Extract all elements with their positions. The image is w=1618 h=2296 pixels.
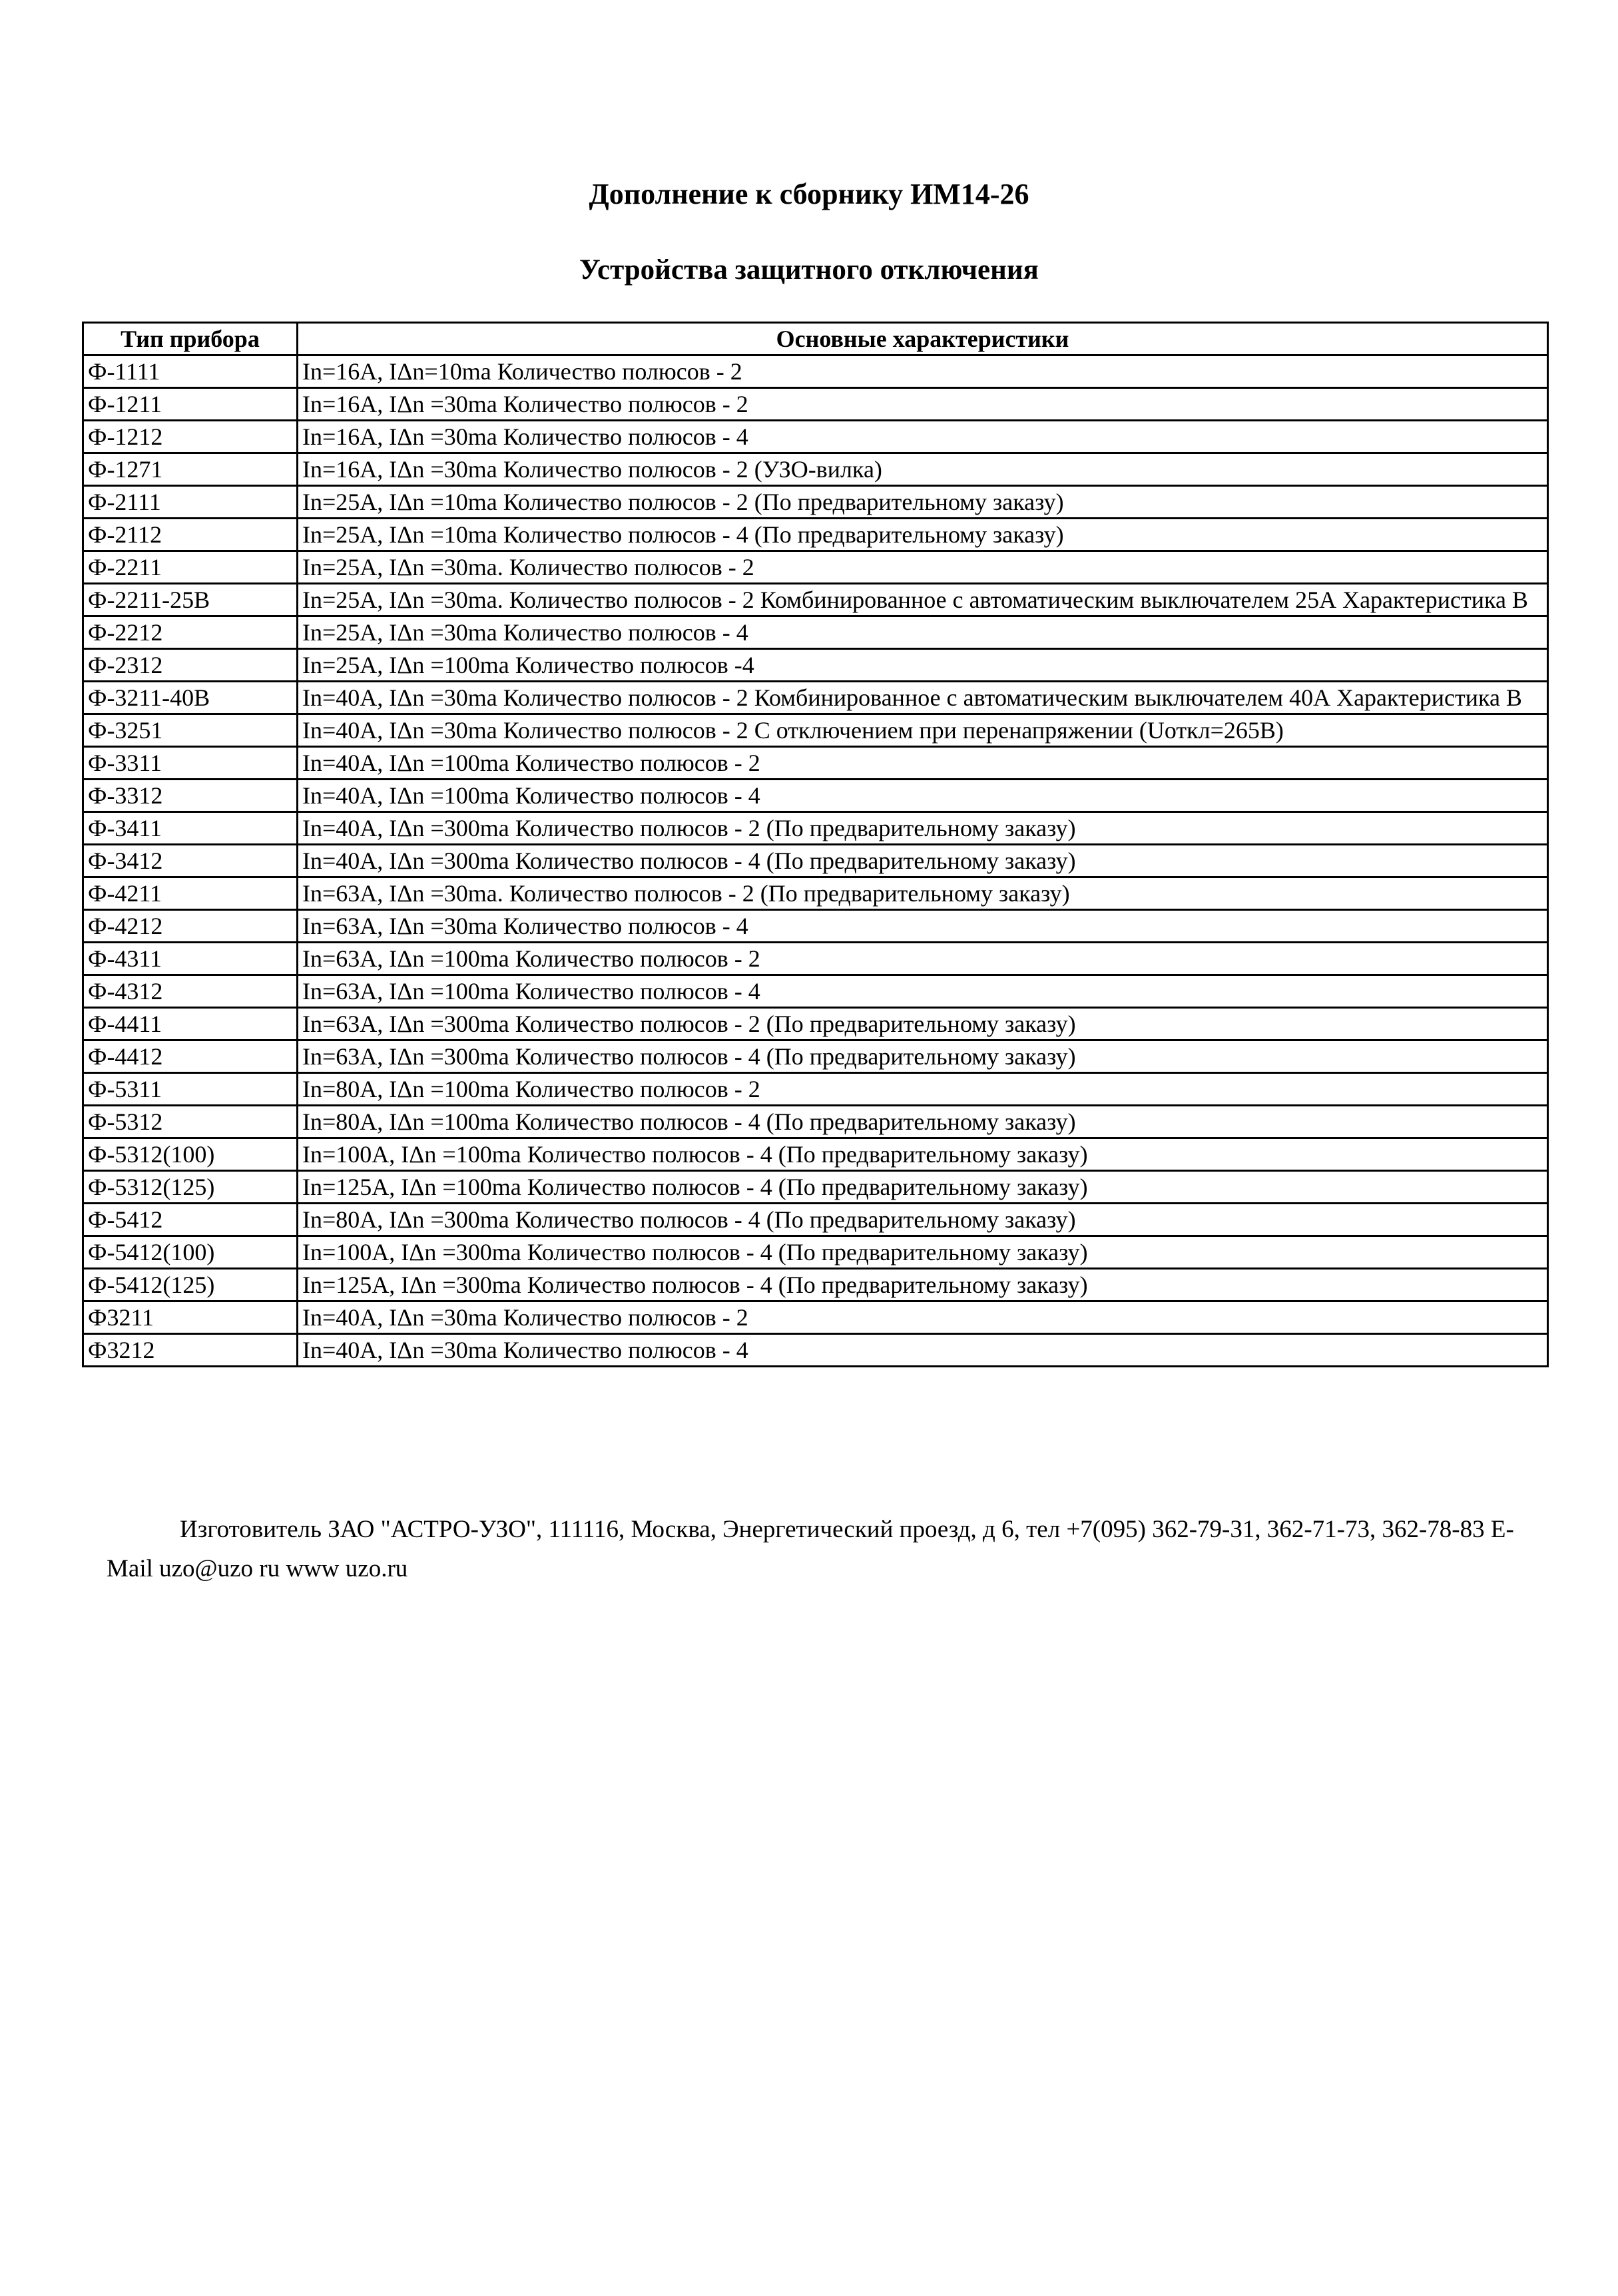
device-spec-cell: In=100A, IΔn =300ma Количество полюсов - 4 (По предварительному заказу): [298, 1236, 1548, 1269]
table-row: [83, 780, 1548, 812]
device-model-cell: Ф-4212: [83, 910, 298, 943]
device-model-cell: Ф-5412(125): [83, 1269, 298, 1301]
table-row: [83, 910, 1548, 943]
device-spec-cell: In=40A, IΔn =100ma Количество полюсов - 4: [298, 780, 1548, 812]
table-row: [83, 747, 1548, 780]
table-row: [83, 812, 1548, 845]
device-model-cell: Ф-5412: [83, 1204, 298, 1236]
device-spec-cell: In=25A, IΔn =30ma. Количество полюсов - 2: [298, 551, 1548, 584]
device-spec-cell: In=25A, IΔn =30ma. Количество полюсов - 2 Комбинированное с автоматическим выключателем 25А Характеристика В: [298, 584, 1548, 616]
device-model-cell: Ф-1212: [83, 421, 298, 453]
table-row: [83, 584, 1548, 616]
device-spec-cell: In=63A, IΔn =30ma Количество полюсов - 4: [298, 910, 1548, 943]
device-model-cell: Ф-2212: [83, 616, 298, 649]
device-spec-cell: In=63A, IΔn =100ma Количество полюсов - 2: [298, 943, 1548, 975]
device-model-cell: Ф-4211: [83, 877, 298, 910]
device-spec-cell: In=125A, IΔn =100ma Количество полюсов - 4 (По предварительному заказу): [298, 1171, 1548, 1204]
device-spec-cell: In=16A, IΔn =30ma Количество полюсов - 2: [298, 388, 1548, 421]
device-spec-cell: In=40A, IΔn =30ma Количество полюсов - 4: [298, 1334, 1548, 1367]
table-row: [83, 682, 1548, 714]
device-model-cell: Ф-2111: [83, 486, 298, 519]
device-model-cell: Ф-4411: [83, 1008, 298, 1040]
device-model-cell: Ф-3312: [83, 780, 298, 812]
device-spec-cell: In=100A, IΔn =100ma Количество полюсов - 4 (По предварительному заказу): [298, 1138, 1548, 1171]
device-model-cell: Ф-3411: [83, 812, 298, 845]
device-model-cell: Ф-2211-25B: [83, 584, 298, 616]
device-spec-cell: In=63A, IΔn =300ma Количество полюсов - 2 (По предварительному заказу): [298, 1008, 1548, 1040]
device-model-cell: Ф-4311: [83, 943, 298, 975]
table-row: [83, 975, 1548, 1008]
table-row: [83, 1138, 1548, 1171]
device-model-cell: Ф3211: [83, 1301, 298, 1334]
device-model-cell: Ф-3211-40B: [83, 682, 298, 714]
table-body: [83, 355, 1548, 1367]
table-row: [83, 421, 1548, 453]
device-model-cell: Ф-4412: [83, 1040, 298, 1073]
table-row: [83, 845, 1548, 877]
device-spec-cell: In=25A, IΔn =30ma Количество полюсов - 4: [298, 616, 1548, 649]
device-model-cell: Ф-4312: [83, 975, 298, 1008]
table-row: [83, 943, 1548, 975]
table-row: [83, 1171, 1548, 1204]
table-row: [83, 877, 1548, 910]
device-model-cell: Ф-5312(100): [83, 1138, 298, 1171]
device-spec-cell: In=40A, IΔn =300ma Количество полюсов - 4 (По предварительному заказу): [298, 845, 1548, 877]
device-model-cell: Ф-1111: [83, 355, 298, 388]
device-model-cell: Ф-3412: [83, 845, 298, 877]
device-spec-cell: In=16A, IΔn=10ma Количество полюсов - 2: [298, 355, 1548, 388]
device-model-cell: Ф-3251: [83, 714, 298, 747]
table-row: [83, 714, 1548, 747]
table-row: [83, 1040, 1548, 1073]
device-spec-cell: In=63A, IΔn =100ma Количество полюсов - 4: [298, 975, 1548, 1008]
device-spec-cell: In=125A, IΔn =300ma Количество полюсов - 4 (По предварительному заказу): [298, 1269, 1548, 1301]
device-model-cell: Ф-5312(125): [83, 1171, 298, 1204]
table-row: [83, 1204, 1548, 1236]
device-model-cell: Ф-2112: [83, 519, 298, 551]
device-spec-cell: In=40A, IΔn =300ma Количество полюсов - 2 (По предварительному заказу): [298, 812, 1548, 845]
table-header-row: [83, 323, 1548, 355]
table-row: [83, 1301, 1548, 1334]
device-model-cell: Ф-2211: [83, 551, 298, 584]
device-model-cell: Ф-1271: [83, 453, 298, 486]
device-spec-cell: In=63A, IΔn =300ma Количество полюсов - 4 (По предварительному заказу): [298, 1040, 1548, 1073]
device-spec-cell: In=80A, IΔn =100ma Количество полюсов - 2: [298, 1073, 1548, 1106]
device-model-cell: Ф-5412(100): [83, 1236, 298, 1269]
device-spec-cell: In=40A, IΔn =100ma Количество полюсов - 2: [298, 747, 1548, 780]
table-row: [83, 388, 1548, 421]
device-spec-cell: In=25A, IΔn =100ma Количество полюсов -4: [298, 649, 1548, 682]
document-subtitle: Устройства защитного отключения: [579, 254, 1039, 286]
table-row: [83, 355, 1548, 388]
device-spec-cell: In=25A, IΔn =10ma Количество полюсов - 2 (По предварительному заказу): [298, 486, 1548, 519]
table-row: [83, 519, 1548, 551]
device-spec-cell: In=16A, IΔn =30ma Количество полюсов - 4: [298, 421, 1548, 453]
device-spec-cell: In=40A, IΔn =30ma Количество полюсов - 2 С отключением при перенапряжении (Uоткл=265В): [298, 714, 1548, 747]
table-row: [83, 486, 1548, 519]
device-spec-table: [82, 322, 1549, 1367]
device-model-cell: Ф-1211: [83, 388, 298, 421]
device-spec-cell: In=40A, IΔn =30ma Количество полюсов - 2 Комбинированное с автоматическим выключателем 40А Характеристика В: [298, 682, 1548, 714]
device-model-cell: Ф-5311: [83, 1073, 298, 1106]
document-title: Дополнение к сборнику ИМ14-26: [589, 178, 1029, 210]
table-row: [83, 453, 1548, 486]
device-model-cell: Ф-2312: [83, 649, 298, 682]
table-row: [83, 616, 1548, 649]
manufacturer-info: Изготовитель ЗАО "АСТРО-УЗО", 111116, Москва, Энергетический проезд, д 6, тел +7(095) 362-79-31, 362-71-73, 362-78-83 E-Mail uzo@uzo ru www uzo.ru: [107, 1516, 1514, 1582]
table-row: [83, 1073, 1548, 1106]
device-spec-cell: In=80A, IΔn =100ma Количество полюсов - 4 (По предварительному заказу): [298, 1106, 1548, 1138]
device-spec-cell: In=16A, IΔn =30ma Количество полюсов - 2 (УЗО-вилка): [298, 453, 1548, 486]
device-spec-cell: In=40A, IΔn =30ma Количество полюсов - 2: [298, 1301, 1548, 1334]
device-spec-cell: In=63A, IΔn =30ma. Количество полюсов - 2 (По предварительному заказу): [298, 877, 1548, 910]
column-header-model: Тип прибора: [83, 323, 298, 355]
device-model-cell: Ф-3311: [83, 747, 298, 780]
table-row: [83, 1334, 1548, 1367]
device-model-cell: Ф3212: [83, 1334, 298, 1367]
table-row: [83, 1269, 1548, 1301]
table-row: [83, 1236, 1548, 1269]
table-row: [83, 551, 1548, 584]
device-spec-cell: In=80A, IΔn =300ma Количество полюсов - 4 (По предварительному заказу): [298, 1204, 1548, 1236]
column-header-spec: Основные характеристики: [298, 323, 1548, 355]
table-row: [83, 1008, 1548, 1040]
device-spec-cell: In=25A, IΔn =10ma Количество полюсов - 4 (По предварительному заказу): [298, 519, 1548, 551]
device-model-cell: Ф-5312: [83, 1106, 298, 1138]
table-row: [83, 649, 1548, 682]
table-row: [83, 1106, 1548, 1138]
